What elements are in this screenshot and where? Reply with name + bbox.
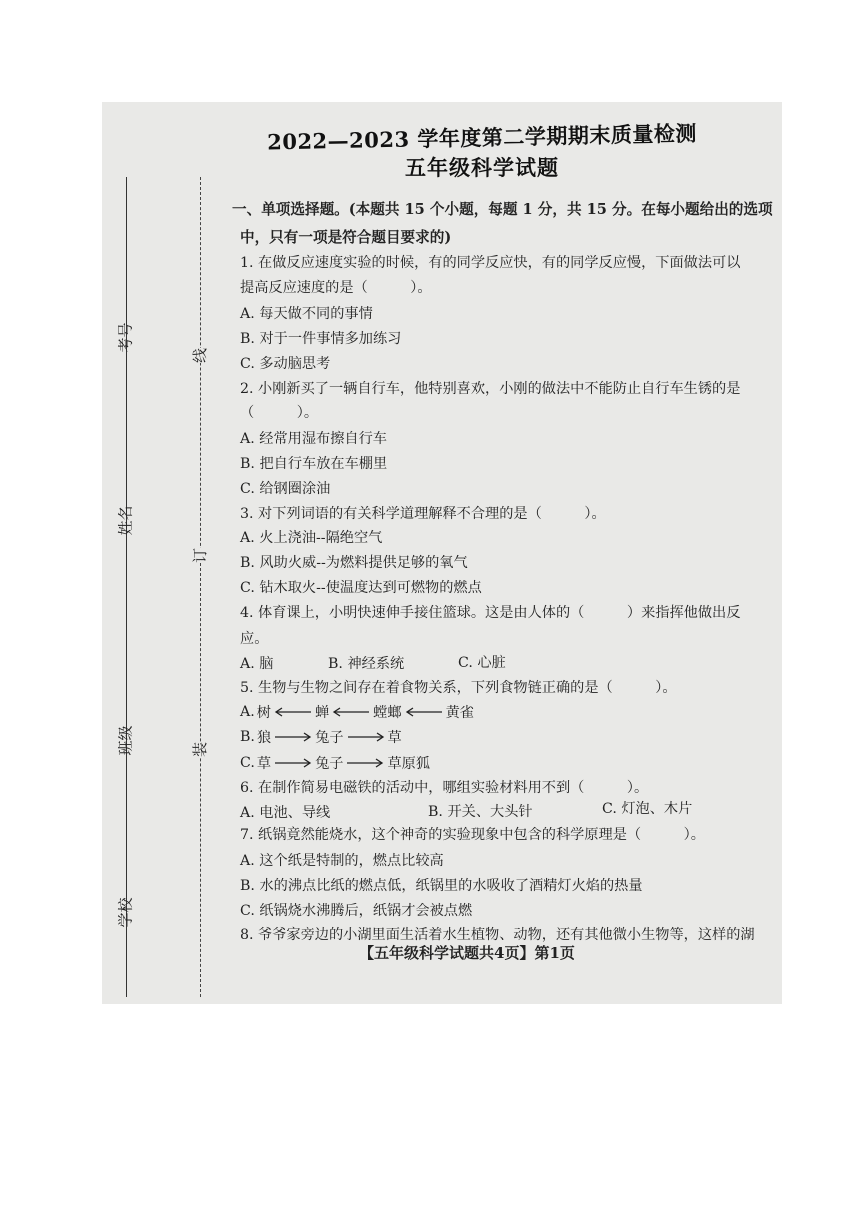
arrow-right-icon: [347, 732, 385, 742]
arrow-left-icon: [332, 707, 370, 717]
arrow-right-icon: [274, 758, 312, 768]
question-7-option-c: C. 纸锅烧水沸腾后，纸锅才会被点燃: [240, 903, 473, 919]
seal-word-ding: 订: [186, 548, 213, 563]
option-letter: A.: [240, 704, 255, 720]
seal-word-line: 线: [186, 348, 213, 363]
question-1-option-b: B. 对于一件事情多加练习: [240, 331, 402, 347]
question-6-stem: 6. 在制作简易电磁铁的活动中，哪组实验材料用不到（ ）。: [240, 780, 649, 796]
question-4-stem-cont: 应。: [240, 631, 269, 647]
arrow-left-icon: [405, 707, 443, 717]
question-1-stem-cont: 提高反应速度的是（ ）。: [240, 280, 432, 296]
arrow-right-icon: [274, 732, 312, 742]
page-footer: 【五年级科学试题共4页】第1页: [359, 944, 575, 962]
question-7-option-b: B. 水的沸点比纸的燃点低，纸锅里的水吸收了酒精灯火焰的热量: [240, 878, 643, 894]
school-label: 学校: [116, 897, 135, 928]
food-chain-item: 草: [387, 730, 402, 746]
question-4-option-b: B. 神经系统: [328, 656, 405, 672]
name-label: 姓名: [116, 505, 135, 536]
question-7-stem: 7. 纸锅竟然能烧水，这个神奇的实验现象中包含的科学原理是（ ）。: [240, 827, 705, 843]
binding-solid-line: [126, 177, 127, 997]
food-chain-item: 兔子: [315, 756, 344, 772]
arrow-right-icon: [346, 758, 384, 768]
food-chain-item: 树: [256, 705, 271, 721]
question-3-option-b: B. 风助火威--为燃料提供足够的氧气: [240, 555, 468, 571]
question-7-option-a: A. 这个纸是特制的，燃点比较高: [240, 853, 444, 869]
question-6-option-a: A. 电池、导线: [240, 805, 331, 821]
section-heading: 一、单项选择题。(本题共 15 个小题，每题 1 分，共 15 分。在每小题给出的选项: [232, 201, 773, 218]
option-letter: B.: [240, 729, 255, 745]
class-label: 班级: [116, 725, 135, 756]
food-chain-item: 草: [256, 756, 272, 772]
exam-paper: [102, 102, 782, 1004]
question-2-option-b: B. 把自行车放在车棚里: [240, 456, 388, 472]
food-chain-item: 螳螂: [373, 705, 402, 721]
question-3-stem: 3. 对下列词语的有关科学道理解释不合理的是（ ）。: [240, 506, 606, 522]
question-6-option-b: B. 开关、大头针: [428, 804, 533, 820]
section-heading-cont: 中，只有一项是符合题目要求的): [240, 229, 452, 246]
question-1-stem: 1. 在做反应速度实验的时候，有的同学反应快，有的同学反应慢，下面做法可以: [240, 255, 741, 271]
question-2-option-c: C. 给钢圈涂油: [240, 481, 331, 497]
exam-number-label: 考号: [116, 322, 135, 353]
food-chain-item: 黄雀: [445, 705, 474, 721]
arrow-left-icon: [274, 707, 312, 717]
question-5-stem: 5. 生物与生物之间存在着食物关系，下列食物链正确的是（ ）。: [240, 680, 677, 696]
question-4-option-a: A. 脑: [240, 656, 274, 672]
question-4-stem: 4. 体育课上，小明快速伸手接住篮球。这是由人体的（ ）来指挥他做出反: [240, 605, 741, 621]
food-chain-item: 狼: [256, 730, 272, 746]
question-8-stem: 8. 爷爷家旁边的小湖里面生活着水生植物、动物，还有其他微小生物等，这样的湖: [240, 927, 755, 943]
exam-subtitle: 五年级科学试题: [405, 155, 559, 180]
seal-word-zhuang: 装: [186, 742, 213, 757]
question-2-stem: 2. 小刚新买了一辆自行车，他特别喜欢，小刚的做法中不能防止自行车生锈的是: [240, 381, 741, 397]
question-6-option-c: C. 灯泡、木片: [602, 801, 693, 817]
binding-dashed-line: [200, 177, 201, 997]
question-5-option-b: [240, 727, 402, 747]
question-1-option-a: A. 每天做不同的事情: [240, 306, 373, 322]
food-chain-item: 草原狐: [387, 756, 431, 772]
option-letter: C.: [240, 755, 255, 771]
question-2-stem-cont: （ ）。: [240, 405, 319, 421]
question-1-option-c: C. 多动脑思考: [240, 356, 331, 372]
question-5-option-a: [240, 702, 474, 722]
question-5-option-c: [240, 753, 430, 773]
question-3-option-a: A. 火上浇油--隔绝空气: [240, 530, 383, 546]
food-chain-item: 兔子: [315, 730, 344, 746]
question-4-option-c: C. 心脏: [458, 655, 506, 671]
question-2-option-a: A. 经常用湿布擦自行车: [240, 431, 387, 447]
exam-title: 2022—2023 学年度第二学期期末质量检测: [266, 120, 698, 155]
food-chain-item: 蝉: [314, 705, 330, 721]
question-3-option-c: C. 钻木取火--使温度达到可燃物的燃点: [240, 580, 482, 596]
